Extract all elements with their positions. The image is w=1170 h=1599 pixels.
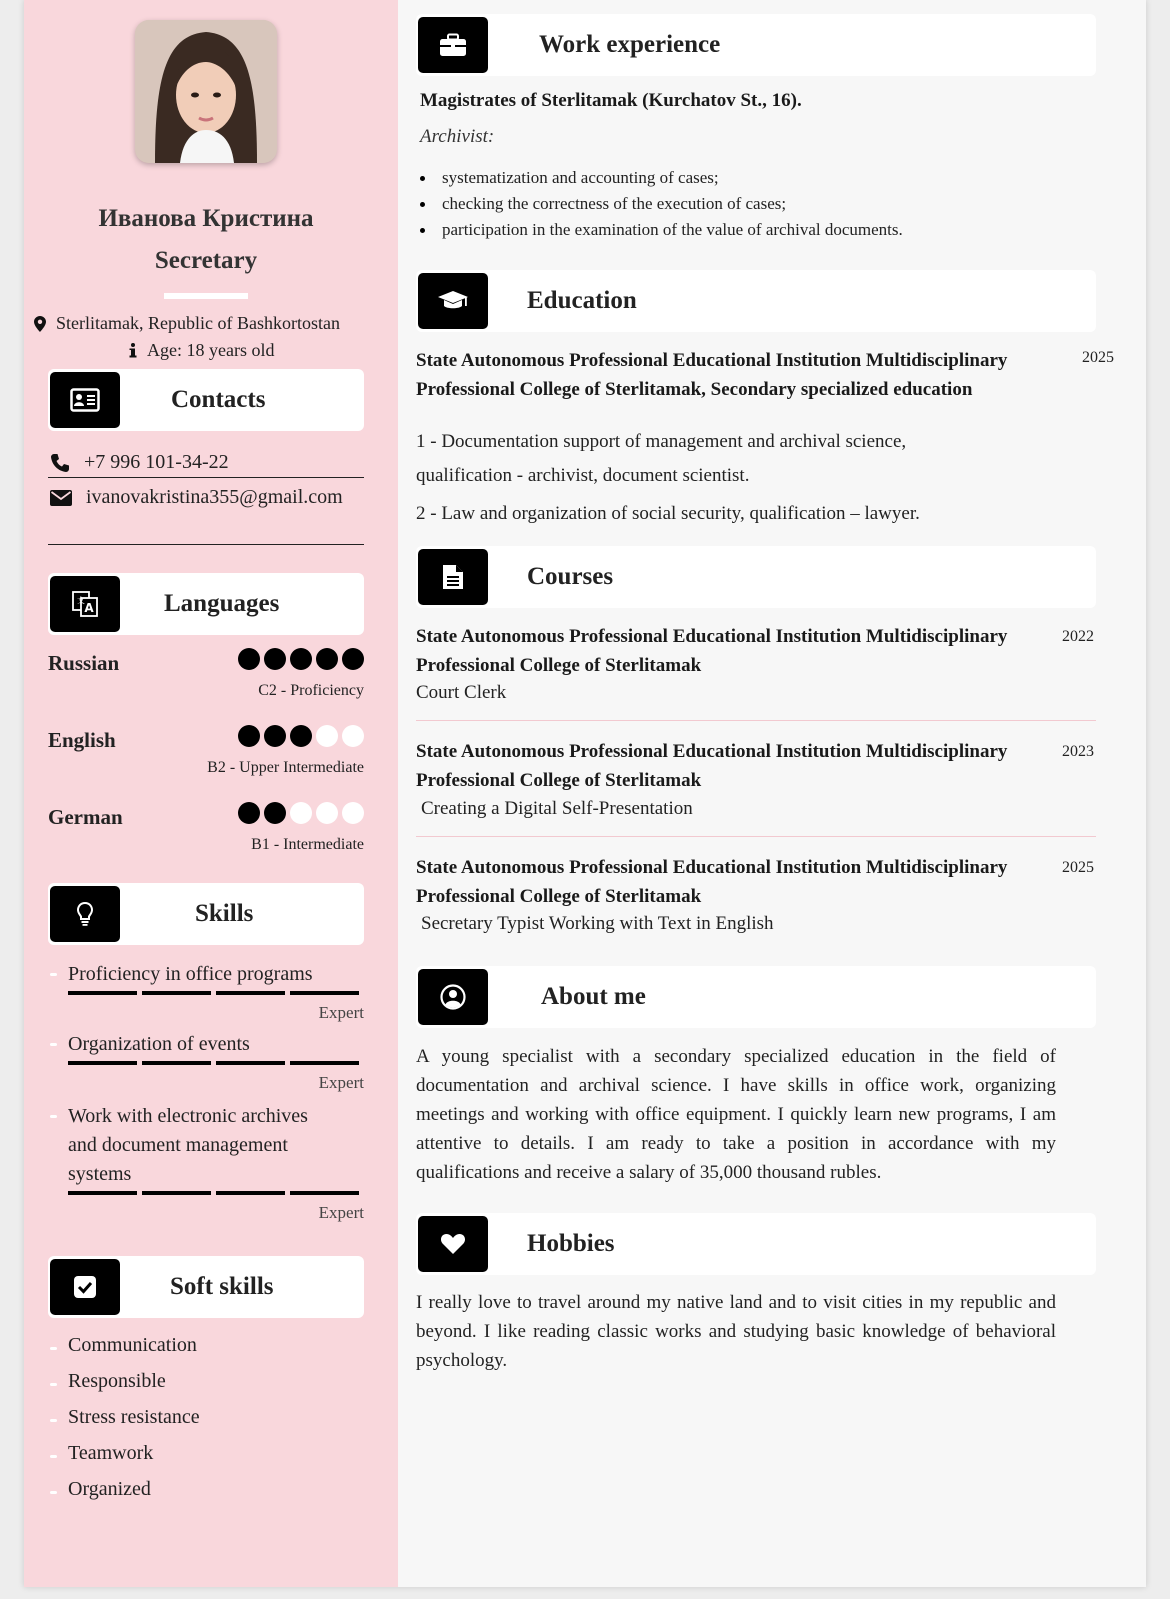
- age-text: Age: 18 years old: [147, 340, 275, 360]
- proficiency-dot-filled: [316, 648, 338, 670]
- contacts-title: Contacts: [171, 386, 266, 413]
- proficiency-dot-filled: [290, 648, 312, 670]
- phone-row: [50, 451, 366, 474]
- proficiency-dot-empty: [316, 725, 338, 747]
- soft-skills-title: Soft skills: [170, 1273, 274, 1300]
- skill-level: Expert: [318, 1003, 364, 1022]
- duty-item: participation in the examination of the value of archival documents.: [442, 220, 903, 239]
- skill-name: Organization of events: [48, 1030, 364, 1059]
- education-year: 2025: [1082, 349, 1114, 366]
- proficiency-dot-filled: [238, 802, 260, 824]
- course-divider: [416, 836, 1096, 837]
- about-header: [416, 966, 1096, 1028]
- lightbulb-icon: [50, 886, 120, 942]
- languages-title: Languages: [164, 590, 280, 617]
- document-icon: [418, 549, 488, 605]
- contact-divider: [48, 477, 364, 478]
- language-item: [48, 724, 364, 784]
- svg-text:文: 文: [77, 596, 85, 605]
- soft-skill-item: Organized: [48, 1478, 151, 1501]
- skill-level: Expert: [318, 1203, 364, 1222]
- heart-icon: [418, 1216, 488, 1272]
- language-name: English: [48, 728, 116, 752]
- age-line: [129, 340, 369, 361]
- phone-icon: [50, 453, 70, 473]
- course-year: 2022: [1062, 628, 1094, 645]
- language-name: German: [48, 805, 123, 829]
- soft-skill-item: Communication: [48, 1334, 197, 1357]
- profile-name: Иванова Кристина: [98, 205, 314, 232]
- hobbies-header: [416, 1213, 1096, 1275]
- skill-item: [48, 1030, 364, 1093]
- job-employer: Magistrates of Sterlitamak (Kurchatov St., 16).: [420, 90, 802, 111]
- course-name: Creating a Digital Self-Presentation: [421, 798, 693, 819]
- graduation-cap-icon: [418, 273, 488, 329]
- about-title: About me: [541, 983, 646, 1010]
- profile-title: Secretary: [154, 247, 258, 274]
- resume-page: [24, 0, 1146, 1587]
- proficiency-dot-filled: [290, 725, 312, 747]
- email-row: [50, 486, 366, 509]
- sidebar: [24, 0, 398, 1587]
- job-role: Archivist:: [420, 126, 495, 147]
- language-level: C2 - Proficiency: [258, 682, 364, 699]
- hobbies-text: I really love to travel around my native land and to visit cities in my republic and beyond. I like reading classic works and studying basic knowledge of behavioral psychology.: [416, 1292, 1056, 1371]
- about-text: A young specialist with a secondary specialized education in the field of documentation and archival science. I have skills in office work, organizing meetings and working with office equipment. I quickly learn new programs, I am attentive to details. I am ready to take a position in accordance with my qualifications and receive a salary of 35,000 thousand rubles.: [416, 1046, 1056, 1183]
- course-year: 2025: [1062, 859, 1094, 876]
- education-line: 1 - Documentation support of management and archival science,: [416, 431, 907, 452]
- duty-item: checking the correctness of the execution of cases;: [442, 194, 787, 213]
- skills-title: Skills: [195, 900, 254, 927]
- work-title: Work experience: [539, 31, 721, 58]
- skill-name: Work with electronic archives and document management systems: [48, 1102, 338, 1189]
- proficiency-dot-filled: [264, 725, 286, 747]
- skill-bar: [68, 991, 364, 995]
- language-proficiency-dots: [238, 725, 364, 747]
- work-header: [416, 14, 1096, 76]
- skill-item: [48, 1102, 364, 1223]
- proficiency-dot-empty: [290, 802, 312, 824]
- proficiency-dot-empty: [316, 802, 338, 824]
- location-text: Sterlitamak, Republic of Bashkortostan: [56, 313, 340, 333]
- email-text[interactable]: ivanovakristina355@gmail.com: [86, 486, 343, 508]
- course-name: Secretary Typist Working with Text in English: [421, 913, 774, 934]
- title-underline: [164, 293, 248, 299]
- proficiency-dot-filled: [238, 725, 260, 747]
- skills-header: [48, 883, 364, 945]
- proficiency-dot-filled: [264, 802, 286, 824]
- map-pin-icon: [34, 316, 46, 332]
- education-line: qualification - archivist, document scientist.: [416, 465, 750, 486]
- course-institution: State Autonomous Professional Educational Institution Multidisciplinary Professional College of Sterlitamak: [416, 741, 1008, 791]
- proficiency-dot-filled: [342, 648, 364, 670]
- courses-title: Courses: [527, 563, 614, 590]
- location-line: [34, 313, 388, 334]
- envelope-icon: [50, 490, 72, 506]
- duty-item: systematization and accounting of cases;: [442, 168, 719, 187]
- checkbox-icon: [50, 1259, 120, 1315]
- course-institution: State Autonomous Professional Educational Institution Multidisciplinary Professional College of Sterlitamak: [416, 626, 1008, 676]
- skill-item: [48, 960, 364, 1023]
- education-institution: State Autonomous Professional Educational Institution Multidisciplinary Professional College of Sterlitamak, Secondary specialized education: [416, 350, 1008, 400]
- education-title: Education: [527, 287, 637, 314]
- soft-skill-item: Stress resistance: [48, 1406, 200, 1429]
- proficiency-dot-empty: [342, 802, 364, 824]
- svg-text:A: A: [84, 601, 94, 615]
- language-item: [48, 647, 364, 707]
- hobbies-title: Hobbies: [527, 1230, 615, 1257]
- skill-name: Proficiency in office programs: [48, 960, 364, 989]
- user-circle-icon: [418, 969, 488, 1025]
- skill-bar: [68, 1191, 364, 1195]
- proficiency-dot-filled: [238, 648, 260, 670]
- briefcase-icon: [418, 17, 488, 73]
- phone-text[interactable]: +7 996 101-34-22: [84, 451, 229, 473]
- soft-skills-header: [48, 1256, 364, 1318]
- course-name: Court Clerk: [416, 682, 507, 703]
- profile-photo: [135, 20, 277, 163]
- courses-header: [416, 546, 1096, 608]
- main-content: [398, 0, 1146, 1587]
- languages-header: [48, 573, 364, 635]
- contacts-header: [48, 369, 364, 431]
- course-divider: [416, 720, 1096, 721]
- proficiency-dot-filled: [264, 648, 286, 670]
- skill-level: Expert: [318, 1073, 364, 1092]
- contacts-bottom-divider: [48, 544, 364, 545]
- language-proficiency-dots: [238, 648, 364, 670]
- skill-bar: [68, 1061, 364, 1065]
- education-header: [416, 270, 1096, 332]
- language-item: [48, 801, 364, 861]
- proficiency-dot-empty: [342, 725, 364, 747]
- education-line: 2 - Law and organization of social security, qualification – lawyer.: [416, 503, 920, 524]
- course-institution: State Autonomous Professional Educational Institution Multidisciplinary Professional College of Sterlitamak: [416, 857, 1008, 907]
- language-proficiency-dots: [238, 802, 364, 824]
- soft-skill-item: Responsible: [48, 1370, 166, 1393]
- language-level: B1 - Intermediate: [251, 836, 364, 853]
- soft-skill-item: Teamwork: [48, 1442, 153, 1465]
- info-icon: [129, 343, 137, 358]
- language-level: B2 - Upper Intermediate: [207, 759, 364, 776]
- course-year: 2023: [1062, 743, 1094, 760]
- translate-icon: [50, 576, 120, 632]
- contact-card-icon: [50, 372, 120, 428]
- language-name: Russian: [48, 651, 120, 675]
